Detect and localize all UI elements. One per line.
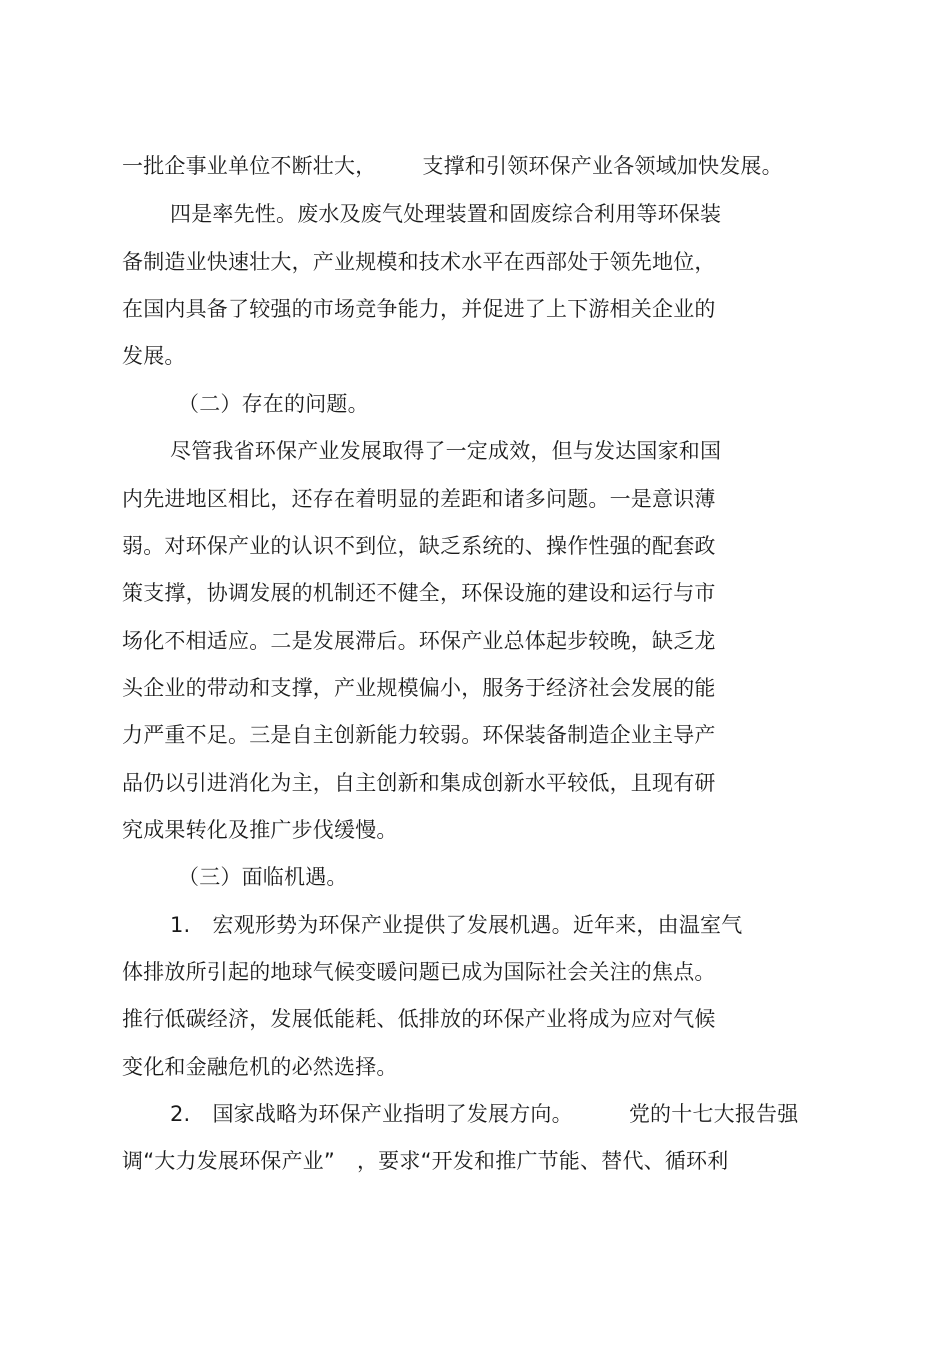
- text-line-5: 发展。: [122, 344, 186, 368]
- text-segment: 调“大力发展环保产业”: [122, 1149, 335, 1173]
- text-segment: 党的十七大报告强: [628, 1102, 799, 1126]
- text-line-3: 备制造业快速壮大，产业规模和技术水平在西部处于领先地位，: [122, 250, 716, 274]
- text-line-14: 品仍以引进消化为主，自主创新和集成创新水平较低，且现有研: [122, 771, 716, 795]
- text-line-12: 头企业的带动和支撑，产业规模偏小，服务于经济社会发展的能: [122, 676, 716, 700]
- paragraph-problems-start: 尽管我省环保产业发展取得了一定成效，但与发达国家和国: [170, 439, 722, 463]
- list-number: 1.: [170, 913, 191, 937]
- text-line-20: 变化和金融危机的必然选择。: [122, 1055, 398, 1079]
- text-segment: ，要求“开发和推广节能、替代、循环利: [356, 1149, 729, 1173]
- text-line-4: 在国内具备了较强的市场竞争能力，并促进了上下游相关企业的: [122, 297, 716, 321]
- text-line-8: 内先进地区相比，还存在着明显的差距和诸多问题。一是意识薄: [122, 487, 716, 511]
- text-segment: 支撑和引领环保产业各领域加快发展。: [422, 154, 783, 178]
- numbered-paragraph-2: [170, 1100, 798, 1128]
- text-line-11: 场化不相适应。二是发展滞后。环保产业总体起步较晚，缺乏龙: [122, 629, 716, 653]
- text-line-13: 力严重不足。三是自主创新能力较弱。环保装备制造企业主导产: [122, 723, 716, 747]
- section-heading-3: （三）面临机遇。: [178, 865, 348, 889]
- text-line-10: 策支撑，协调发展的机制还不健全，环保设施的建设和运行与市: [122, 581, 716, 605]
- numbered-paragraph-1: [170, 911, 742, 939]
- text-line-9: 弱。对环保产业的认识不到位，缺乏系统的、操作性强的配套政: [122, 534, 716, 558]
- paragraph-four-start: 四是率先性。废水及废气处理装置和固废综合利用等环保装: [170, 202, 722, 226]
- text-line-15: 究成果转化及推广步伐缓慢。: [122, 818, 398, 842]
- text-segment: 国家战略为环保产业指明了发展方向。: [212, 1102, 573, 1126]
- text-line-22: [122, 1147, 728, 1175]
- text-segment: 宏观形势为环保产业提供了发展机遇。近年来，由温室气: [212, 913, 743, 937]
- section-heading-2: （二）存在的问题。: [178, 392, 369, 416]
- text-line-1: [122, 152, 783, 180]
- text-line-18: 体排放所引起的地球气候变暖问题已成为国际社会关注的焦点。: [122, 960, 716, 984]
- text-line-19: 推行低碳经济，发展低能耗、低排放的环保产业将成为应对气候: [122, 1007, 716, 1031]
- list-number: 2.: [170, 1102, 191, 1126]
- text-segment: 一批企事业单位不断壮大，: [122, 154, 377, 178]
